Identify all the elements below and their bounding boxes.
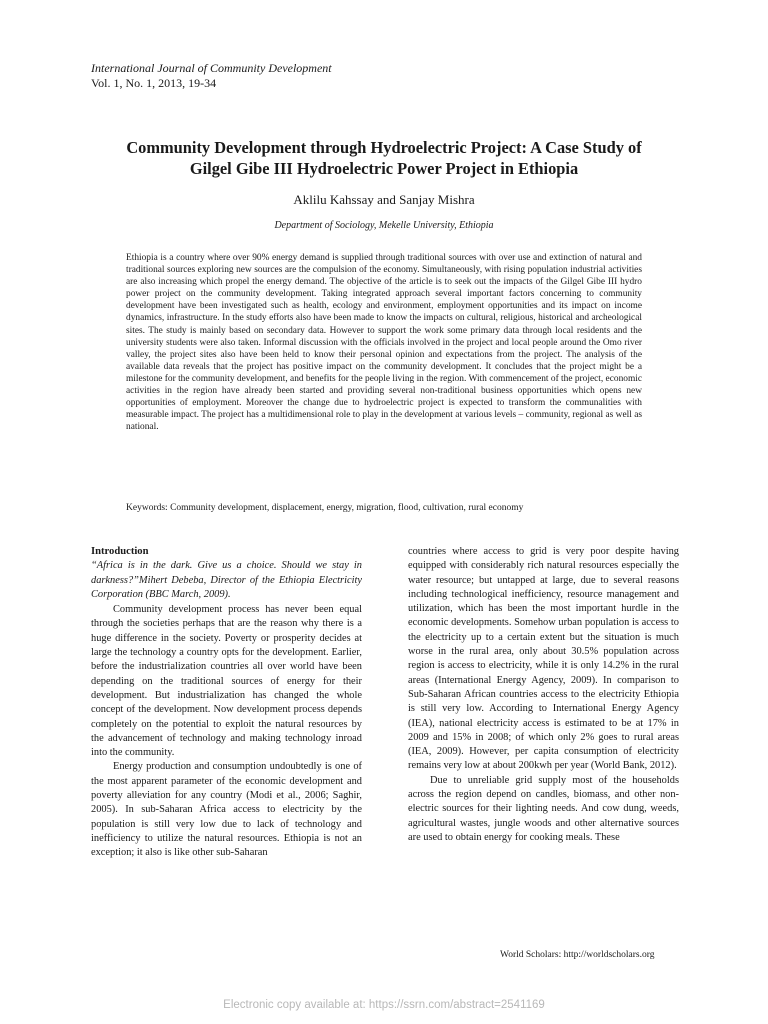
paragraph: countries where access to grid is very poor despite having equipped with considerably rich natural resources especially the water resource; but untapped at large, due to several reasons including technological inefficiency, resource management and utilization, which has been the most important hurdle in the economic developments. Somehow urban population is access to the electricity up to a certain extent but the situation is much worse in the rural area, only about 30.5% population across region is access to electricity, while it is only 14.2% in the rural areas (International Energy Agency, 2009). In comparison to Sub-Saharan African countries access to the electricity Ethiopia is still very low. According to International Energy Agency (IEA), national electricity access is estimated to be at 17% in 2009 and 15% in 2008; of which only 2% goes to rural areas (IEA, 2009). However, per capita consumption of electricity remains very low at about 200kwh per year (World Bank, 2012). <box>408 546 679 772</box>
paragraph: Due to unreliable grid supply most of the households across the region depend on candles, biomass, and other non-electric sources for their lighting needs. And cow dung, weeds, agricultural wastes, jungle woods and other alternative sources are used to obtain energy for cooking meals. These <box>408 774 679 843</box>
ssrn-watermark: Electronic copy available at: https://ssrn.com/abstract=2541169 <box>223 999 545 1011</box>
journal-header <box>91 61 332 91</box>
paragraph: Energy production and consumption undoubtedly is one of the most apparent parameter of the economic development and poverty alleviation for any country (Modi et al., 2006; Saghir, 2005). In sub-Saharan Africa access to electricity by the population is still very low due to lack of technology and inefficiency to utilize the natural resources. Ethiopia is not an exception; it also is like other sub-Saharan <box>91 761 362 859</box>
paragraph: Community development process has never been equal through the societies perhaps that are the reason why there is a huge difference in the society. Poverty or prosperity decides at large the technology a country opts for the development. Earlier, before the industrialization countries all over world have been depending on the traditional sources of energy for their development. But industrialization has changed the whole concept of the development. Now development process depends completely on the potential to exploit the natural resources by the advancement of technology and making technology inroad into the community. <box>91 604 362 759</box>
abstract: Ethiopia is a country where over 90% energy demand is supplied through traditional sources with over use and extinction of natural and traditional sources exploring new sources are the compulsion of the economy. Simultaneously, with rising population industrial activities are also increasing which propel the energy demand. The objective of the article is to seek out the impacts of the Gilgel Gibe III hydro power project on the community development. Taking integrated approach several important factors concerning to community development have been investigated such as health, ecology and environment, employment opportunities and its impact on income dynamics, infrastructure. In the study efforts also have been made to know the impacts on cultural, religious, historical and archeological sites. The study is mainly based on secondary data. However to support the work some primary data through local residents and the university students were also taken. Informal discussion with the officials involved in the project and local people around the Omo river valley, the project sites also have been held to know their personal opinion and expectations from the project. The analysis of the available data reveals that the project has positive impact on the community development. It concludes that the project might be a milestone for the community development, and benefits for the people living in the region. With commencement of the project, economic activities in the region have already been started and providing several non-traditional business opportunities which opens new opportunities of employment. Moreover the change due to hydroelectric project is expected to transform the communalities with measurable impact. The project has a multidimensional role to play in the development at various levels – community, regional as well as national. <box>126 253 642 433</box>
article-title <box>80 137 688 179</box>
epigraph-quote: “Africa is in the dark. Give us a choice. Should we stay in darkness?”Mihert Debeba, Director of the Ethiopia Electricity Corporation (BBC March, 2009). <box>91 560 362 600</box>
section-heading: Introduction <box>91 546 149 557</box>
journal-volume: Vol. 1, No. 1, 2013, 19-34 <box>91 76 217 90</box>
keywords: Keywords: Community development, displacement, energy, migration, flood, cultivation, rural economy <box>126 503 524 513</box>
article-title-line-2: Gilgel Gibe III Hydroelectric Power Project in Ethiopia <box>189 159 579 178</box>
publisher-footer: World Scholars: http://worldscholars.org <box>500 950 655 960</box>
article-title-line-1: Community Development through Hydroelectric Project: A Case Study of <box>126 138 642 157</box>
body-column-left <box>91 545 362 861</box>
affiliation: Department of Sociology, Mekelle University, Ethiopia <box>274 220 494 231</box>
authors: Aklilu Kahssay and Sanjay Mishra <box>293 192 475 207</box>
body-column-right <box>408 545 679 845</box>
journal-name: International Journal of Community Development <box>91 61 332 75</box>
